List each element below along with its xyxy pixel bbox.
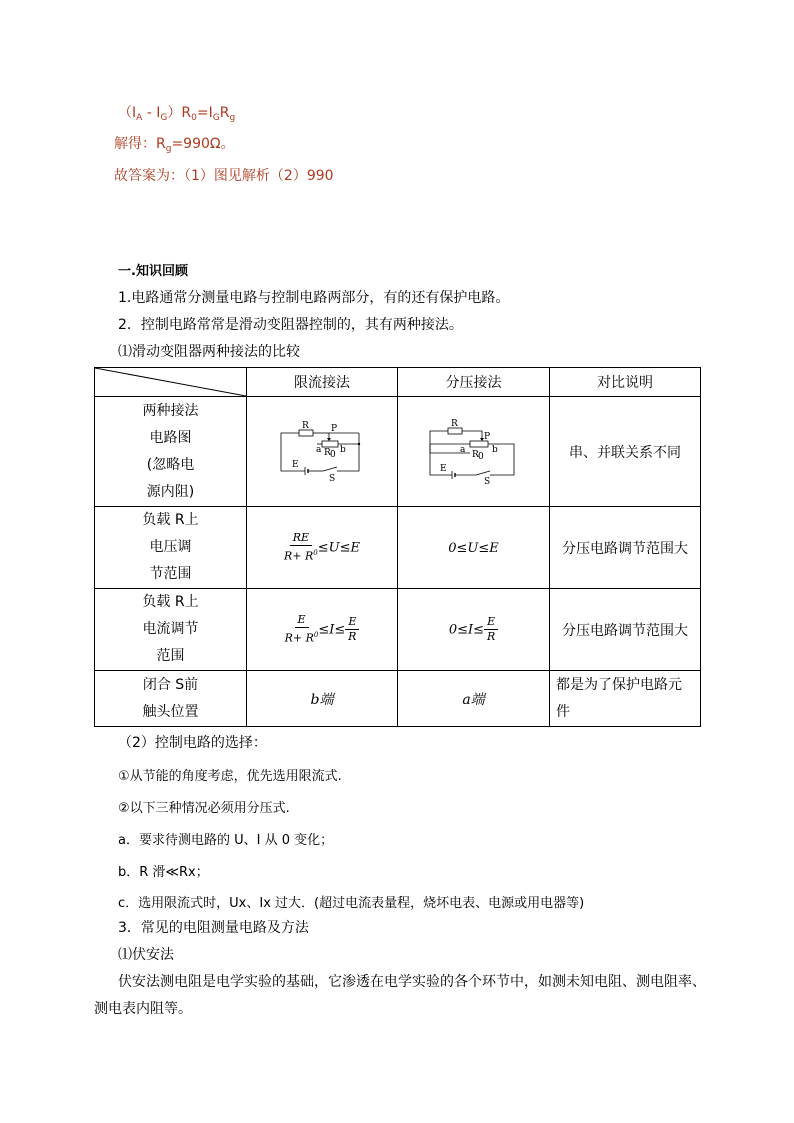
label-R: R bbox=[451, 418, 458, 429]
solve-line: 解得：$R_g=990\Omega$。 bbox=[114, 136, 235, 154]
label-S: S bbox=[484, 476, 491, 485]
divider-current-range: 0≤I≤ $\frac{E}{R}$ bbox=[398, 589, 550, 671]
divider-voltage-range: 0≤U≤E bbox=[398, 507, 550, 589]
section-heading: 一.知识回顾 bbox=[118, 264, 188, 279]
label-a: a bbox=[316, 444, 322, 455]
row-label-circuit: 两种接法 电路图 (忽略电 源内阻) bbox=[95, 397, 247, 507]
header-comparison-note: 对比说明 bbox=[550, 368, 701, 397]
paragraph-9: c．选用限流式时，Ux、Ix 过大．(超过电流表量程，烧坏电表、电源或用电器等) bbox=[118, 896, 585, 911]
paragraph-5: ①从节能的角度考虑，优先选用限流式. bbox=[118, 769, 342, 784]
label-E: E bbox=[440, 463, 447, 474]
paragraph-1: 1.电路通常分测量电路与控制电路两部分，有的还有保护电路。 bbox=[118, 290, 510, 306]
limit-current-range: $\frac{E}{R+ R^0}$ ≤I≤ $\frac{E}{R}$ bbox=[247, 589, 398, 671]
paragraph-12b: 测电表内阻等。 bbox=[94, 1001, 192, 1017]
diagonal-header-cell bbox=[95, 368, 247, 397]
row-label-position: 闭合 S前 触头位置 bbox=[95, 671, 247, 727]
limit-position: b端 bbox=[247, 671, 398, 727]
row-label-current: 负载 R上 电流调节 范围 bbox=[95, 589, 247, 671]
table-row bbox=[95, 397, 701, 507]
label-R0-sub: 0 bbox=[330, 449, 336, 460]
table-row bbox=[95, 507, 701, 589]
label-R0: R bbox=[472, 449, 479, 460]
paragraph-12a: 伏安法测电阻是电学实验的基础，它渗透在电学实验的各个环节中，如测未知电阻、测电阻率、 bbox=[118, 974, 706, 990]
voltage-fraction: $\frac{RE}{R+ R^0}$ bbox=[284, 531, 318, 563]
label-b: b bbox=[492, 444, 498, 455]
note-circuit: 串、并联关系不同 bbox=[550, 397, 701, 507]
limit-voltage-range: $\frac{RE}{R+ R^0}$ ≤U≤E bbox=[247, 507, 398, 589]
comparison-table bbox=[94, 367, 701, 727]
divider-position: a端 bbox=[398, 671, 550, 727]
paragraph-10: 3．常见的电阻测量电路及方法 bbox=[118, 920, 309, 936]
paragraph-8: b．R 滑≪Rx； bbox=[118, 865, 209, 880]
label-S: S bbox=[329, 473, 336, 483]
limit-circuit-diagram bbox=[277, 421, 367, 483]
paragraph-11: ⑴伏安法 bbox=[118, 947, 174, 963]
label-b: b bbox=[340, 444, 346, 455]
label-R0: R bbox=[324, 447, 331, 458]
label-R: R bbox=[302, 420, 309, 431]
divider-circuit-diagram bbox=[426, 419, 521, 485]
equation-line: $(I_A - I_G)R_0=I_GR_g$ bbox=[118, 105, 236, 123]
table-row bbox=[95, 671, 701, 727]
note-current: 分压电路调节范围大 bbox=[550, 589, 701, 671]
answer-line: 故答案为：（1）图见解析（2）990 bbox=[114, 168, 334, 184]
diagonal-line bbox=[95, 368, 246, 396]
header-divider-method: 分压接法 bbox=[398, 368, 550, 397]
current-fraction-3: $\frac{E}{R}$ bbox=[484, 615, 498, 644]
paragraph-3: ⑴滑动变阻器两种接法的比较 bbox=[118, 344, 300, 360]
label-a: a bbox=[460, 444, 466, 455]
header-limit-method: 限流接法 bbox=[247, 368, 398, 397]
label-P: P bbox=[484, 431, 491, 442]
divider-circuit-cell bbox=[398, 397, 550, 507]
table-header-row bbox=[95, 368, 701, 397]
note-position: 都是为了保护电路元 件 bbox=[550, 671, 701, 727]
current-fraction-1: $\frac{E}{R+ R^0}$ bbox=[284, 613, 319, 645]
current-fraction-2: $\frac{E}{R}$ bbox=[345, 615, 359, 644]
paragraph-4: （2）控制电路的选择： bbox=[118, 735, 267, 751]
limit-circuit-cell bbox=[247, 397, 398, 507]
label-R0-sub: 0 bbox=[478, 451, 484, 462]
paragraph-2: 2．控制电路常常是滑动变阻器控制的，其有两种接法。 bbox=[118, 317, 463, 333]
label-E: E bbox=[292, 459, 299, 470]
paragraph-7: a．要求待测电路的 U、I 从 0 变化； bbox=[118, 833, 334, 848]
table-row bbox=[95, 589, 701, 671]
note-voltage: 分压电路调节范围大 bbox=[550, 507, 701, 589]
paragraph-6: ②以下三种情况必须用分压式. bbox=[118, 801, 290, 816]
row-label-voltage: 负载 R上 电压调 节范围 bbox=[95, 507, 247, 589]
label-P: P bbox=[331, 423, 338, 434]
